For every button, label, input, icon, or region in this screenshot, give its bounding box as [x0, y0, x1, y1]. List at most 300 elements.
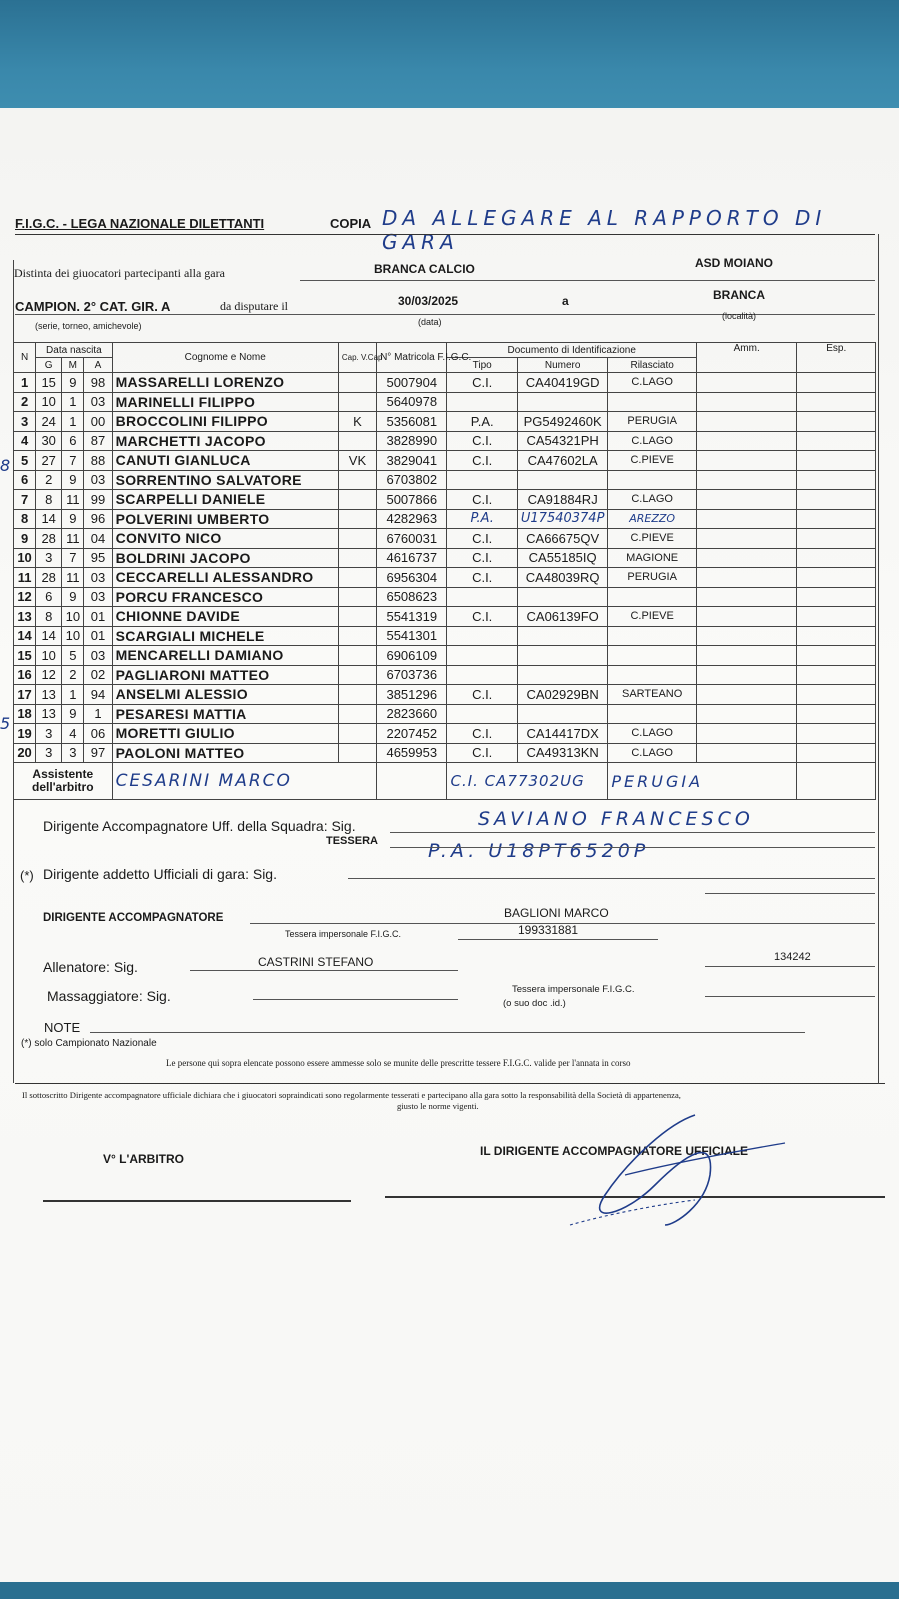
player-name: MENCARELLI DAMIANO	[112, 646, 338, 666]
assistente-label: Assistente dell'arbitro	[14, 763, 113, 800]
birth-year: 04	[84, 529, 112, 549]
doc-issued	[608, 646, 697, 666]
birth-day: 3	[36, 724, 62, 744]
doc-number: CA40419GD	[517, 373, 608, 393]
assistente-doc: C.I. CA77302UG	[447, 763, 608, 800]
birth-day: 6	[36, 587, 62, 607]
doc-type: P.A.	[447, 509, 517, 529]
birth-day: 13	[36, 685, 62, 705]
birth-year: 01	[84, 626, 112, 646]
doc-number: CA91884RJ	[517, 490, 608, 510]
captain-mark	[338, 529, 376, 549]
esp-cell	[797, 548, 876, 568]
uff-squadra-line	[390, 832, 875, 833]
doc-issued: AREZZO	[608, 509, 697, 529]
row-number: 2	[14, 392, 36, 412]
row-number: 6	[14, 470, 36, 490]
matricola: 3828990	[377, 431, 447, 451]
addetto-line	[348, 878, 875, 879]
birth-year: 02	[84, 665, 112, 685]
player-name: BROCCOLINI FILIPPO	[112, 412, 338, 432]
addetto-label: Dirigente addetto Ufficiali di gara: Sig.	[43, 866, 277, 882]
doc-issued: C.LAGO	[608, 373, 697, 393]
row-number: 9	[14, 529, 36, 549]
birth-year: 94	[84, 685, 112, 705]
birth-day: 14	[36, 626, 62, 646]
table-row	[14, 509, 876, 529]
matricola: 2823660	[377, 704, 447, 724]
doc-type: C.I.	[447, 490, 517, 510]
table-row	[14, 685, 876, 705]
birth-year: 98	[84, 373, 112, 393]
doc-type	[447, 470, 517, 490]
matricola: 6703736	[377, 665, 447, 685]
header-rule	[15, 234, 875, 235]
captain-mark	[338, 373, 376, 393]
birth-month: 7	[62, 548, 84, 568]
birth-year: 00	[84, 412, 112, 432]
row-number: 7	[14, 490, 36, 510]
birth-year: 88	[84, 451, 112, 471]
allenatore-tessera: 134242	[774, 951, 811, 963]
birth-day: 13	[36, 704, 62, 724]
frame-right	[878, 234, 879, 1084]
birth-day: 3	[36, 743, 62, 763]
accompagnatore-tessera-line	[458, 939, 658, 940]
birth-day: 8	[36, 490, 62, 510]
row-number: 20	[14, 743, 36, 763]
esp-cell	[797, 587, 876, 607]
away-team: ASD MOIANO	[695, 256, 773, 270]
row-number: 1	[14, 373, 36, 393]
a-label: a	[562, 294, 569, 308]
header-amm: Amm.	[696, 343, 797, 373]
matricola: 6956304	[377, 568, 447, 588]
birth-year: 96	[84, 509, 112, 529]
amm-cell	[696, 568, 797, 588]
doc-type: C.I.	[447, 373, 517, 393]
players-table	[13, 342, 876, 800]
esp-cell	[797, 724, 876, 744]
championship: CAMPION. 2° CAT. GIR. A	[15, 299, 171, 314]
massaggiatore-line	[253, 999, 458, 1000]
doc-issued: C.LAGO	[608, 743, 697, 763]
birth-day: 10	[36, 392, 62, 412]
esp-cell	[797, 431, 876, 451]
player-name: POLVERINI UMBERTO	[112, 509, 338, 529]
birth-day: 27	[36, 451, 62, 471]
esp-cell	[797, 685, 876, 705]
player-name: MORETTI GIULIO	[112, 724, 338, 744]
table-row	[14, 587, 876, 607]
player-name: SORRENTINO SALVATORE	[112, 470, 338, 490]
tessera-impersonale-label-2: Tessera impersonale F.I.G.C.	[512, 984, 635, 995]
row-number: 4	[14, 431, 36, 451]
assistente-row	[14, 763, 876, 800]
doc-type: C.I.	[447, 548, 517, 568]
doc-issued: C.LAGO	[608, 724, 697, 744]
birth-month: 9	[62, 704, 84, 724]
amm-cell	[696, 587, 797, 607]
matricola: 5356081	[377, 412, 447, 432]
assistente-esp	[797, 763, 876, 800]
da-disputare-label: da disputare il	[220, 299, 288, 313]
captain-mark	[338, 724, 376, 744]
amm-cell	[696, 451, 797, 471]
amm-cell	[696, 548, 797, 568]
player-name: PAGLIARONI MATTEO	[112, 665, 338, 685]
esp-cell	[797, 646, 876, 666]
birth-year: 03	[84, 392, 112, 412]
doc-type: P.A.	[447, 412, 517, 432]
captain-mark	[338, 509, 376, 529]
birth-month: 10	[62, 626, 84, 646]
row-number: 13	[14, 607, 36, 627]
birth-month: 9	[62, 509, 84, 529]
birth-month: 9	[62, 373, 84, 393]
doc-issued: C.LAGO	[608, 490, 697, 510]
addetto-mark: (*)	[20, 868, 34, 883]
amm-cell	[696, 626, 797, 646]
doc-type: C.I.	[447, 607, 517, 627]
header-name: Cognome e Nome	[112, 343, 338, 373]
matricola: 2207452	[377, 724, 447, 744]
doc-issued: MAGIONE	[608, 548, 697, 568]
doc-issued	[608, 704, 697, 724]
doc-type	[447, 665, 517, 685]
doc-type	[447, 392, 517, 412]
addetto-line-2	[705, 893, 875, 894]
doc-number: CA66675QV	[517, 529, 608, 549]
esp-cell	[797, 412, 876, 432]
amm-cell	[696, 509, 797, 529]
player-name: CECCARELLI ALESSANDRO	[112, 568, 338, 588]
match-date: 30/03/2025	[398, 294, 459, 308]
birth-day: 8	[36, 607, 62, 627]
doc-number: CA55185IQ	[517, 548, 608, 568]
note-line	[90, 1032, 805, 1033]
amm-cell	[696, 607, 797, 627]
birth-year: 87	[84, 431, 112, 451]
table-row	[14, 665, 876, 685]
amm-cell	[696, 490, 797, 510]
massaggiatore-label: Massaggiatore: Sig.	[47, 988, 171, 1004]
doc-number	[517, 646, 608, 666]
esp-cell	[797, 607, 876, 627]
assistente-name: CESARINI MARCO	[112, 763, 377, 800]
margin-mark-row18: 5	[0, 714, 11, 733]
captain-mark	[338, 490, 376, 510]
teams-line	[300, 280, 875, 281]
birth-month: 4	[62, 724, 84, 744]
birth-day: 10	[36, 646, 62, 666]
doc-number: PG5492460K	[517, 412, 608, 432]
matricola: 4282963	[377, 509, 447, 529]
row-number: 3	[14, 412, 36, 432]
doc-number	[517, 665, 608, 685]
birth-day: 14	[36, 509, 62, 529]
amm-cell	[696, 743, 797, 763]
doc-number: CA06139FO	[517, 607, 608, 627]
matricola: 5007866	[377, 490, 447, 510]
arbitro-label: V° L'ARBITRO	[103, 1152, 184, 1166]
birth-month: 10	[62, 607, 84, 627]
doc-type: C.I.	[447, 685, 517, 705]
amm-cell	[696, 470, 797, 490]
birth-day: 24	[36, 412, 62, 432]
player-name: PESARESI MATTIA	[112, 704, 338, 724]
table-row	[14, 704, 876, 724]
doc-issued: C.PIEVE	[608, 451, 697, 471]
matricola: 6906109	[377, 646, 447, 666]
row-number: 19	[14, 724, 36, 744]
background-bottom	[0, 1582, 899, 1599]
campionato-nazionale: (*) solo Campionato Nazionale	[21, 1038, 157, 1049]
table-row	[14, 529, 876, 549]
esp-cell	[797, 529, 876, 549]
esp-cell	[797, 743, 876, 763]
doc-number: CA47602LA	[517, 451, 608, 471]
birth-day: 28	[36, 568, 62, 588]
birth-month: 1	[62, 392, 84, 412]
dichiarazione: Il sottoscritto Dirigente accompagnatore ufficiale dichiara che i giuocatori sopraindicati sono regolarmente tesserati e partecipano alla gara sotto la responsabilità della Società di appartenenza,	[22, 1090, 681, 1100]
birth-day: 2	[36, 470, 62, 490]
matricola: 5007904	[377, 373, 447, 393]
row-number: 16	[14, 665, 36, 685]
birth-day: 28	[36, 529, 62, 549]
birth-month: 7	[62, 451, 84, 471]
birth-year: 03	[84, 646, 112, 666]
esp-cell	[797, 568, 876, 588]
row-number: 10	[14, 548, 36, 568]
player-name: CONVITO NICO	[112, 529, 338, 549]
dirigente-label: IL DIRIGENTE ACCOMPAGNATORE UFFICIALE	[480, 1144, 749, 1158]
doc-type: C.I.	[447, 451, 517, 471]
table-row	[14, 548, 876, 568]
captain-mark	[338, 548, 376, 568]
table-row	[14, 470, 876, 490]
table-row	[14, 646, 876, 666]
doc-type	[447, 704, 517, 724]
row-number: 11	[14, 568, 36, 588]
matricola: 6508623	[377, 587, 447, 607]
matricola: 3829041	[377, 451, 447, 471]
doc-type: C.I.	[447, 743, 517, 763]
doc-issued	[608, 587, 697, 607]
birth-day: 30	[36, 431, 62, 451]
matricola: 4659953	[377, 743, 447, 763]
captain-mark	[338, 568, 376, 588]
birth-month: 11	[62, 490, 84, 510]
uff-squadra-name: SAVIANO FRANCESCO	[478, 808, 754, 830]
header-documento: Documento di Identificazione	[447, 343, 696, 358]
amm-cell	[696, 392, 797, 412]
header-numero: Numero	[517, 358, 608, 373]
captain-mark	[338, 626, 376, 646]
table-row	[14, 743, 876, 763]
persone-text: Le persone qui sopra elencate possono essere ammesse solo se munite delle prescritte tessere F.I.G.C. valide per l'annata in corso	[166, 1058, 631, 1068]
birth-year: 03	[84, 470, 112, 490]
doc-number	[517, 626, 608, 646]
doc-number: CA02929BN	[517, 685, 608, 705]
accompagnatore-tessera: 199331881	[518, 923, 579, 937]
table-row	[14, 392, 876, 412]
esp-cell	[797, 626, 876, 646]
birth-year: 06	[84, 724, 112, 744]
doc-number	[517, 470, 608, 490]
amm-cell	[696, 646, 797, 666]
captain-mark	[338, 704, 376, 724]
player-name: CHIONNE DAVIDE	[112, 607, 338, 627]
distinta-label: Distinta dei giuocatori partecipanti alla gara	[14, 266, 225, 280]
doc-number	[517, 392, 608, 412]
esp-cell	[797, 490, 876, 510]
copia-label: COPIA	[330, 216, 372, 231]
row-number: 15	[14, 646, 36, 666]
birth-month: 5	[62, 646, 84, 666]
captain-mark	[338, 392, 376, 412]
background-top	[0, 0, 899, 118]
header-rilasciato: Rilasciato	[608, 358, 697, 373]
birth-year: 99	[84, 490, 112, 510]
doc-type: C.I.	[447, 431, 517, 451]
doc-number: CA49313KN	[517, 743, 608, 763]
player-name: PORCU FRANCESCO	[112, 587, 338, 607]
captain-mark	[338, 470, 376, 490]
home-team: BRANCA CALCIO	[374, 262, 475, 276]
esp-cell	[797, 451, 876, 471]
esp-cell	[797, 373, 876, 393]
row-number: 18	[14, 704, 36, 724]
tessera-label: TESSERA	[326, 835, 378, 847]
captain-mark	[338, 431, 376, 451]
doc-type: C.I.	[447, 529, 517, 549]
birth-year: 97	[84, 743, 112, 763]
row-number: 8	[14, 509, 36, 529]
header-cap: Cap. V.Cap	[338, 343, 376, 373]
captain-mark: VK	[338, 451, 376, 471]
birth-year: 03	[84, 587, 112, 607]
matricola: 4616737	[377, 548, 447, 568]
player-name: MARCHETTI JACOPO	[112, 431, 338, 451]
doc-type: C.I.	[447, 568, 517, 588]
matricola: 3851296	[377, 685, 447, 705]
table-row	[14, 724, 876, 744]
amm-cell	[696, 529, 797, 549]
header-n: N	[14, 343, 36, 373]
allenatore-line	[190, 970, 458, 971]
birth-month: 11	[62, 568, 84, 588]
player-name: SCARGIALI MICHELE	[112, 626, 338, 646]
footer-rule	[15, 1083, 885, 1084]
doc-type	[447, 646, 517, 666]
table-row	[14, 568, 876, 588]
player-name: SCARPELLI DANIELE	[112, 490, 338, 510]
esp-cell	[797, 509, 876, 529]
birth-year: 1	[84, 704, 112, 724]
allenatore-label: Allenatore: Sig.	[43, 959, 138, 975]
captain-mark	[338, 587, 376, 607]
esp-cell	[797, 470, 876, 490]
row-number: 14	[14, 626, 36, 646]
data-label: (data)	[418, 317, 442, 327]
doc-number	[517, 704, 608, 724]
birth-day: 15	[36, 373, 62, 393]
table-header-row	[14, 343, 876, 358]
header-a: A	[84, 358, 112, 373]
dichiarazione-2: giusto le norme vigenti.	[397, 1101, 479, 1111]
tessera-line	[390, 847, 875, 848]
dirigente-signature	[565, 1105, 795, 1235]
esp-cell	[797, 704, 876, 724]
esp-cell	[797, 665, 876, 685]
player-name: MASSARELLI LORENZO	[112, 373, 338, 393]
matricola: 6703802	[377, 470, 447, 490]
amm-cell	[696, 704, 797, 724]
birth-year: 03	[84, 568, 112, 588]
doc-number: CA48039RQ	[517, 568, 608, 588]
table-row	[14, 607, 876, 627]
amm-cell	[696, 724, 797, 744]
header-matricola: N° Matricola F.I.G.C.	[377, 343, 447, 373]
birth-month: 1	[62, 685, 84, 705]
captain-mark	[338, 607, 376, 627]
doc-issued	[608, 392, 697, 412]
table-row	[14, 373, 876, 393]
row-number: 17	[14, 685, 36, 705]
doc-issued: PERUGIA	[608, 412, 697, 432]
birth-month: 6	[62, 431, 84, 451]
doc-number: CA14417DX	[517, 724, 608, 744]
assistente-empty	[377, 763, 447, 800]
captain-mark	[338, 665, 376, 685]
table-row	[14, 626, 876, 646]
doc-issued	[608, 470, 697, 490]
captain-mark: K	[338, 412, 376, 432]
matricola: 6760031	[377, 529, 447, 549]
accompagnatore-name: BAGLIONI MARCO	[504, 906, 609, 920]
captain-mark	[338, 685, 376, 705]
uff-squadra-label: Dirigente Accompagnatore Uff. della Squadra: Sig.	[43, 818, 356, 834]
player-name: ANSELMI ALESSIO	[112, 685, 338, 705]
note-label: NOTE	[44, 1020, 81, 1035]
doc-type	[447, 626, 517, 646]
doc-number: CA54321PH	[517, 431, 608, 451]
header-esp: Esp.	[797, 343, 876, 373]
doc-issued	[608, 626, 697, 646]
birth-year: 01	[84, 607, 112, 627]
tessera-value: P.A. U18PT6520P	[428, 840, 650, 862]
accompagnatore-label: DIRIGENTE ACCOMPAGNATORE	[43, 912, 224, 924]
captain-mark	[338, 646, 376, 666]
doc-type: C.I.	[447, 724, 517, 744]
row-number: 12	[14, 587, 36, 607]
assistente-city: PERUGIA	[608, 763, 797, 800]
doc-issued: C.PIEVE	[608, 607, 697, 627]
player-name: MARINELLI FILIPPO	[112, 392, 338, 412]
allenatore-tessera-line	[705, 966, 875, 967]
amm-cell	[696, 373, 797, 393]
header-g: G	[36, 358, 62, 373]
birth-month: 2	[62, 665, 84, 685]
suo-doc-label: (o suo doc .id.)	[503, 998, 566, 1009]
birth-month: 9	[62, 470, 84, 490]
birth-year: 95	[84, 548, 112, 568]
amm-cell	[696, 665, 797, 685]
doc-issued: C.PIEVE	[608, 529, 697, 549]
header-data-nascita: Data nascita	[36, 343, 112, 358]
doc-issued	[608, 665, 697, 685]
